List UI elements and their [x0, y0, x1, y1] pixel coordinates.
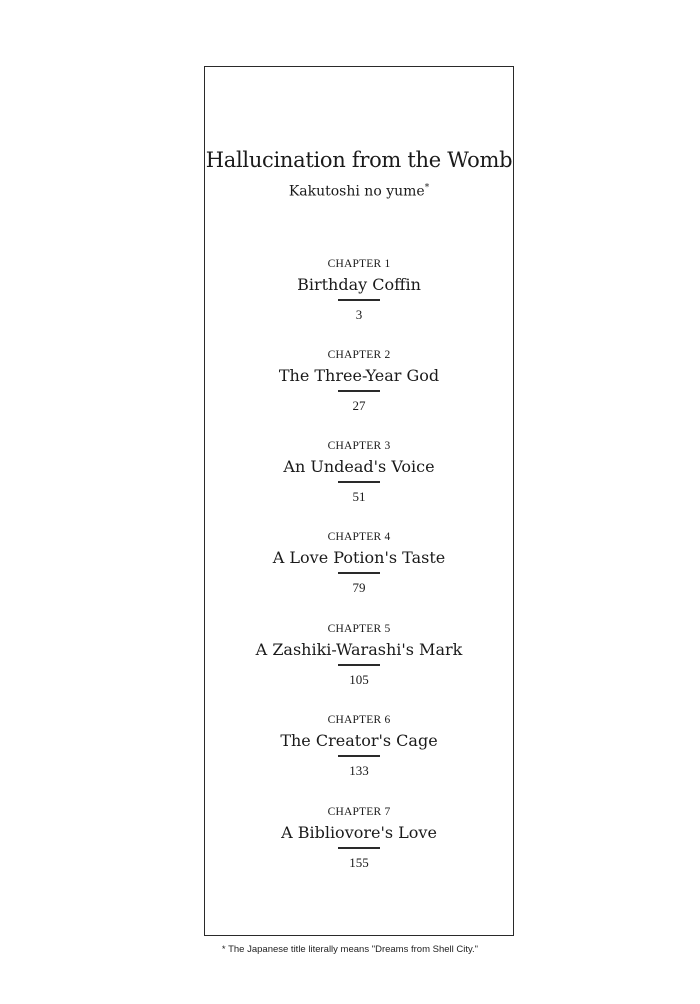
chapter-label: CHAPTER 1: [327, 258, 391, 270]
chapter-page-number: 51: [352, 488, 366, 504]
chapter-entry[interactable]: [155, 622, 563, 689]
chapter-title: A Love Potion's Taste: [272, 548, 446, 567]
chapter-entry[interactable]: [155, 530, 563, 597]
title-block: [205, 145, 513, 201]
chapter-page-number: 3: [355, 306, 363, 322]
book-subtitle: [205, 179, 513, 201]
chapter-page-number: 105: [349, 671, 369, 687]
chapter-divider: [338, 481, 380, 483]
chapter-entry[interactable]: [155, 805, 563, 872]
chapter-divider: [338, 299, 380, 301]
chapter-entry[interactable]: [155, 348, 563, 415]
chapter-title: The Creator's Cage: [280, 731, 438, 750]
chapter-label: CHAPTER 2: [327, 349, 391, 361]
chapter-title: The Three-Year God: [278, 366, 440, 385]
chapter-title: Birthday Coffin: [297, 275, 421, 294]
chapter-divider: [338, 755, 380, 757]
chapter-divider: [338, 572, 380, 574]
book-title: Hallucination from the Womb: [205, 148, 513, 172]
chapter-page-number: 27: [352, 397, 366, 413]
chapter-label: CHAPTER 6: [327, 714, 391, 726]
chapter-entry[interactable]: [155, 257, 563, 324]
chapter-entry[interactable]: [155, 713, 563, 780]
footnote-marker: *: [424, 183, 430, 193]
chapter-label: CHAPTER 4: [327, 531, 391, 543]
chapter-title: An Undead's Voice: [283, 457, 435, 476]
chapter-label: CHAPTER 5: [327, 623, 391, 635]
table-of-contents-frame: [204, 66, 514, 936]
chapter-label: CHAPTER 7: [327, 806, 391, 818]
chapter-entry[interactable]: [155, 439, 563, 506]
footnote: * The Japanese title literally means "Dreams from Shell City.": [221, 944, 479, 955]
chapter-title: A Zashiki-Warashi's Mark: [255, 640, 463, 659]
chapter-label: CHAPTER 3: [327, 440, 391, 452]
chapter-divider: [338, 664, 380, 666]
chapter-page-number: 155: [349, 854, 369, 870]
chapter-divider: [338, 847, 380, 849]
chapter-page-number: 79: [352, 579, 366, 595]
subtitle-text: Kakutoshi no yume: [288, 183, 425, 200]
chapter-title: A Bibliovore's Love: [281, 823, 437, 842]
chapter-page-number: 133: [349, 762, 369, 778]
chapter-divider: [338, 390, 380, 392]
